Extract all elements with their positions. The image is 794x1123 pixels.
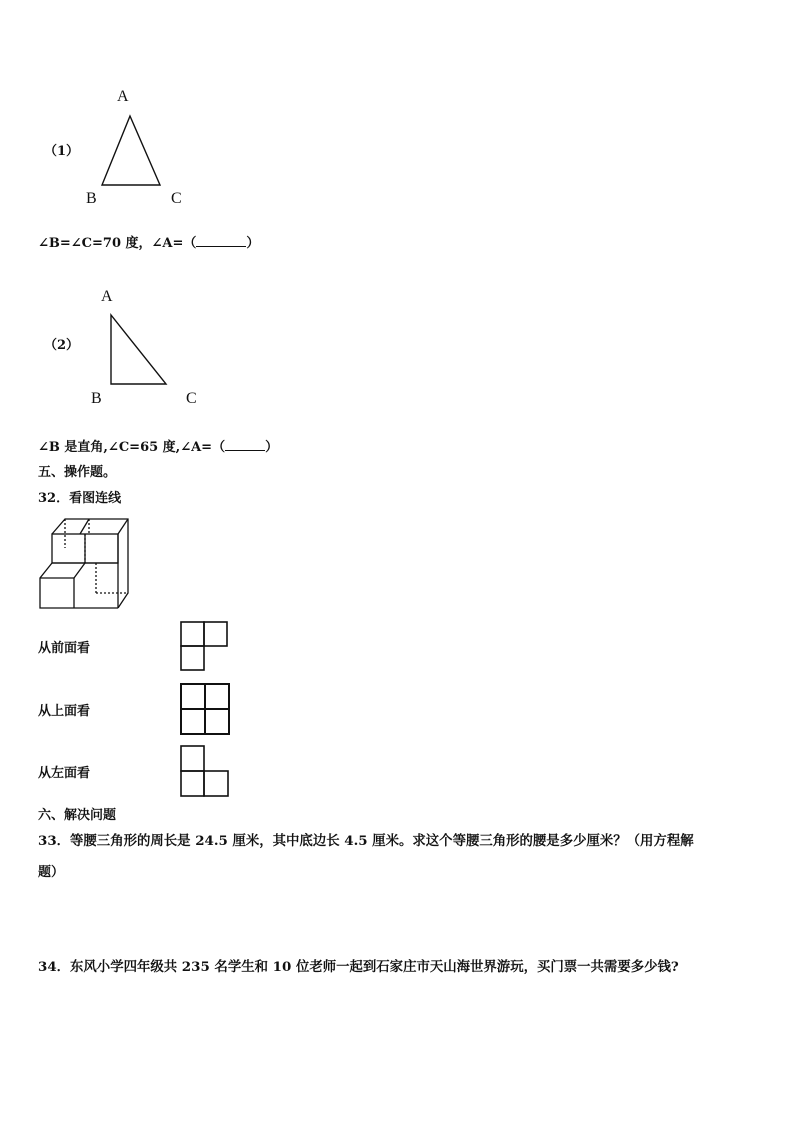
vertex-label-c-2: C — [186, 390, 197, 407]
question-34: 34．东风小学四年级共 235 名学生和 10 位老师一起到石家庄市天山海世界游玩，买门票一共需要多少钱? — [38, 959, 679, 975]
part-number-2: （2） — [44, 338, 80, 353]
question-33-line2: 题） — [38, 865, 65, 880]
section-heading-6: 六、解决问题 — [38, 808, 117, 823]
section-heading-5: 五、操作题。 — [38, 465, 117, 480]
angle-question-1-text: ∠B=∠C=70 度，∠A=（ — [38, 236, 197, 251]
question-33-line1: 33．等腰三角形的周长是 24.5 厘米，其中底边长 4.5 厘米。求这个等腰三角形的腰是多少厘米？（用方程解 — [38, 833, 694, 849]
angle-question-2-text: ∠B 是直角,∠C=65 度,∠A=（ — [38, 440, 226, 455]
vertex-label-b-2: B — [91, 390, 102, 407]
part-number-1: （1） — [44, 144, 80, 159]
view-label-top: 从上面看 — [38, 704, 91, 719]
angle-question-2-end: ） — [265, 440, 279, 455]
angle-question-1-end: ） — [246, 236, 260, 251]
question-32-title: 32．看图连线 — [38, 491, 122, 506]
vertex-label-c-1: C — [171, 190, 182, 207]
vertex-label-a-2: A — [101, 288, 113, 305]
view-label-front: 从前面看 — [38, 641, 91, 656]
vertex-label-b-1: B — [86, 190, 97, 207]
view-label-left: 从左面看 — [38, 766, 91, 781]
vertex-label-a-1: A — [117, 88, 129, 105]
